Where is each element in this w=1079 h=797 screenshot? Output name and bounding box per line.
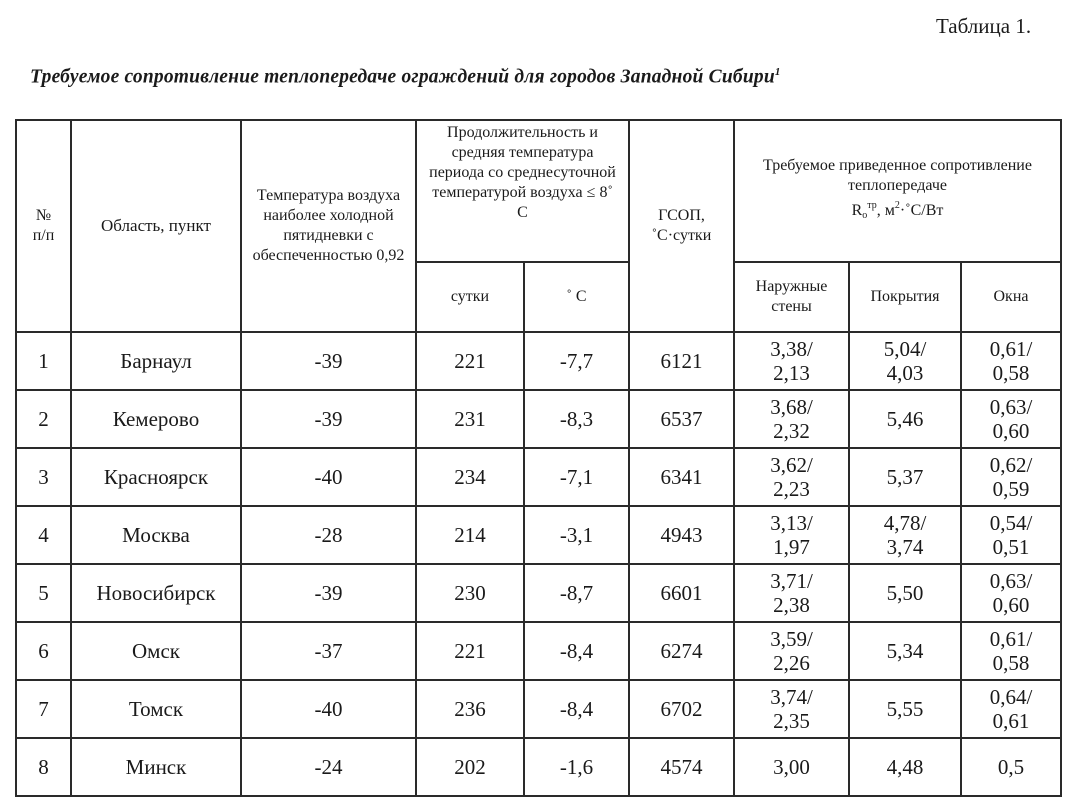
header-period: Продолжительность и средняя температура периода со среднесуточной температурой воздуха ≤ 8˚ С (416, 120, 629, 262)
footnote-marker: 1 (774, 66, 781, 78)
cell-walls: 3,62/ 2,23 (734, 448, 849, 506)
table-number: Таблица 1. (936, 14, 1032, 38)
cell-walls: 3,71/ 2,38 (734, 564, 849, 622)
header-period-temp: ˚ С (524, 262, 629, 332)
table-body (16, 332, 1061, 796)
cell-temp: -28 (241, 506, 416, 564)
cell-temp: -37 (241, 622, 416, 680)
cell-walls: 3,74/ 2,35 (734, 680, 849, 738)
cell-gsop: 6702 (629, 680, 734, 738)
table-row (16, 564, 1061, 622)
header-resistance-text: Требуемое приведенное сопротивление теплопередаче (763, 157, 1032, 194)
header-gsop: ГСОП, ˚С·сутки (629, 120, 734, 332)
table-row (16, 738, 1061, 796)
cell-city: Кемерово (71, 390, 241, 448)
header-num: № п/п (16, 120, 71, 332)
cell-gsop: 4943 (629, 506, 734, 564)
cell-windows: 0,54/ 0,51 (961, 506, 1061, 564)
table-row (16, 506, 1061, 564)
header-resistance-symbol (852, 202, 944, 219)
resistance-table (15, 119, 1062, 797)
cell-days: 202 (416, 738, 524, 796)
header-roof: Покрытия (849, 262, 961, 332)
cell-windows: 0,62/ 0,59 (961, 448, 1061, 506)
cell-gsop: 6601 (629, 564, 734, 622)
cell-avg: -7,1 (524, 448, 629, 506)
r-superscript: тр (867, 200, 877, 211)
table-row (16, 332, 1061, 390)
cell-city: Омск (71, 622, 241, 680)
cell-temp: -39 (241, 390, 416, 448)
cell-num: 3 (16, 448, 71, 506)
table-row (16, 680, 1061, 738)
cell-windows: 0,63/ 0,60 (961, 564, 1061, 622)
cell-windows: 0,63/ 0,60 (961, 390, 1061, 448)
cell-temp: -40 (241, 448, 416, 506)
header-temperature: Температура воздуха наиболее холодной пятидневки с обеспеченностью 0,92 (241, 120, 416, 332)
cell-avg: -1,6 (524, 738, 629, 796)
header-walls: Наружные стены (734, 262, 849, 332)
cell-days: 214 (416, 506, 524, 564)
header-resistance (734, 120, 1061, 262)
cell-avg: -8,4 (524, 622, 629, 680)
table-title (30, 66, 781, 89)
r-symbol: R (851, 202, 863, 219)
cell-roof: 5,37 (849, 448, 961, 506)
units: , м (876, 202, 895, 219)
table-row (16, 622, 1061, 680)
cell-city: Томск (71, 680, 241, 738)
cell-walls: 3,38/ 2,13 (734, 332, 849, 390)
cell-num: 7 (16, 680, 71, 738)
cell-gsop: 6341 (629, 448, 734, 506)
cell-gsop: 6537 (629, 390, 734, 448)
cell-walls: 3,59/ 2,26 (734, 622, 849, 680)
cell-gsop: 6121 (629, 332, 734, 390)
table-title-text: Требуемое сопротивление теплопередаче ограждений для городов Западной Сибири (30, 66, 775, 88)
cell-city: Барнаул (71, 332, 241, 390)
cell-windows: 0,61/ 0,58 (961, 622, 1061, 680)
units-sup: 2 (894, 200, 900, 211)
cell-avg: -8,3 (524, 390, 629, 448)
cell-roof: 5,46 (849, 390, 961, 448)
cell-num: 4 (16, 506, 71, 564)
table-row (16, 390, 1061, 448)
cell-windows: 0,5 (961, 738, 1061, 796)
cell-days: 234 (416, 448, 524, 506)
cell-avg: -7,7 (524, 332, 629, 390)
cell-days: 221 (416, 332, 524, 390)
cell-gsop: 4574 (629, 738, 734, 796)
cell-city: Красноярск (71, 448, 241, 506)
cell-roof: 4,78/ 3,74 (849, 506, 961, 564)
cell-windows: 0,61/ 0,58 (961, 332, 1061, 390)
cell-walls: 3,13/ 1,97 (734, 506, 849, 564)
cell-gsop: 6274 (629, 622, 734, 680)
cell-temp: -24 (241, 738, 416, 796)
cell-avg: -8,7 (524, 564, 629, 622)
cell-num: 8 (16, 738, 71, 796)
r-subscript: o (862, 210, 868, 221)
cell-days: 236 (416, 680, 524, 738)
cell-city: Новосибирск (71, 564, 241, 622)
header-windows: Окна (961, 262, 1061, 332)
cell-days: 221 (416, 622, 524, 680)
units-tail: ·˚С/Вт (899, 202, 944, 219)
cell-walls: 3,68/ 2,32 (734, 390, 849, 448)
cell-avg: -3,1 (524, 506, 629, 564)
header-region: Область, пункт (71, 120, 241, 332)
cell-avg: -8,4 (524, 680, 629, 738)
cell-days: 230 (416, 564, 524, 622)
cell-city: Минск (71, 738, 241, 796)
cell-temp: -40 (241, 680, 416, 738)
cell-roof: 4,48 (849, 738, 961, 796)
cell-walls: 3,00 (734, 738, 849, 796)
cell-roof: 5,34 (849, 622, 961, 680)
cell-roof: 5,04/ 4,03 (849, 332, 961, 390)
cell-temp: -39 (241, 564, 416, 622)
cell-num: 1 (16, 332, 71, 390)
cell-num: 5 (16, 564, 71, 622)
cell-city: Москва (71, 506, 241, 564)
header-period-days: сутки (416, 262, 524, 332)
cell-num: 2 (16, 390, 71, 448)
cell-roof: 5,50 (849, 564, 961, 622)
cell-roof: 5,55 (849, 680, 961, 738)
cell-num: 6 (16, 622, 71, 680)
table-row (16, 448, 1061, 506)
cell-windows: 0,64/ 0,61 (961, 680, 1061, 738)
cell-temp: -39 (241, 332, 416, 390)
cell-days: 231 (416, 390, 524, 448)
